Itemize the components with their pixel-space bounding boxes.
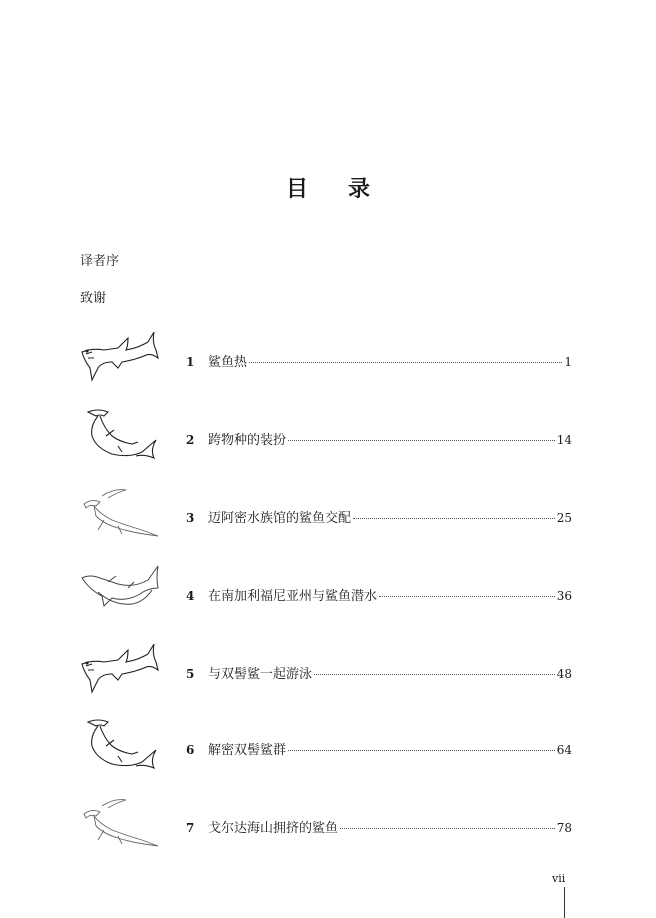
page-title	[0, 172, 656, 206]
shark-pair-icon	[78, 562, 162, 618]
hammerhead-curled-icon	[78, 716, 162, 772]
toc-entry[interactable]	[78, 562, 578, 618]
chapter-number: 4	[186, 589, 195, 603]
folio-rule	[564, 887, 565, 918]
toc-entry[interactable]	[78, 328, 578, 384]
shark-side-icon	[78, 640, 162, 696]
page-folio: vii	[552, 872, 566, 885]
page-number: 1	[564, 355, 572, 369]
toc-entry[interactable]	[78, 716, 578, 772]
leader-dots	[314, 674, 555, 675]
front-matter-preface[interactable]: 译者序	[80, 254, 120, 269]
shark-side-icon	[78, 328, 162, 384]
leader-dots	[288, 440, 555, 441]
hammerhead-curled-icon	[78, 406, 162, 462]
page-number: 64	[556, 743, 572, 757]
chapter-number: 3	[186, 511, 195, 525]
title-char: 目	[285, 176, 308, 202]
leader-dots	[379, 596, 555, 597]
chapter-title: 迈阿密水族馆的鲨鱼交配	[208, 511, 352, 526]
leader-dots	[340, 828, 555, 829]
chapter-title: 戈尔达海山拥挤的鲨鱼	[208, 821, 339, 836]
title-char: 录	[348, 176, 371, 202]
chapter-number: 1	[186, 355, 195, 369]
hammerhead-dorsal-icon	[78, 484, 162, 540]
chapter-title: 鲨鱼热	[208, 355, 248, 370]
hammerhead-dorsal-icon	[78, 794, 162, 850]
leader-dots	[249, 362, 562, 363]
page-number: 36	[556, 589, 572, 603]
chapter-title: 解密双髻鲨群	[208, 743, 287, 758]
toc-entry[interactable]	[78, 640, 578, 696]
front-matter-acknowledgements[interactable]: 致谢	[80, 291, 107, 306]
chapter-number: 2	[186, 433, 195, 447]
toc-entry[interactable]	[78, 406, 578, 462]
chapter-number: 7	[186, 821, 195, 835]
chapter-number: 6	[186, 743, 195, 757]
leader-dots	[353, 518, 555, 519]
chapter-title: 在南加利福尼亚州与鲨鱼潜水	[208, 589, 378, 604]
page-number: 78	[556, 821, 572, 835]
toc-entry[interactable]	[78, 484, 578, 540]
toc-entry[interactable]	[78, 794, 578, 850]
chapter-title: 跨物种的装扮	[208, 433, 287, 448]
page-number: 48	[556, 667, 572, 681]
page-number: 25	[556, 511, 572, 525]
chapter-number: 5	[186, 667, 195, 681]
chapter-title: 与双髻鲨一起游泳	[208, 667, 313, 682]
page-number: 14	[556, 433, 572, 447]
leader-dots	[288, 750, 555, 751]
